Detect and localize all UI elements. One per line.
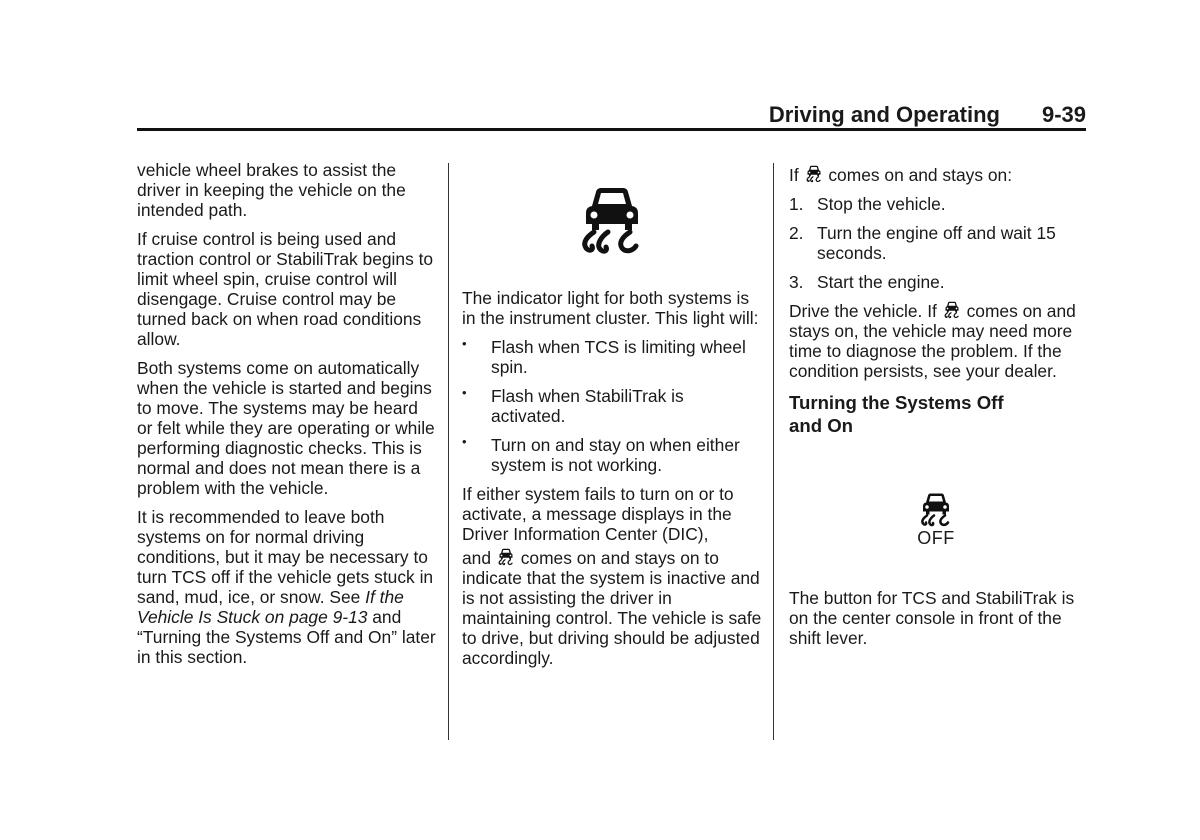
paragraph-text: and — [462, 548, 492, 568]
traction-control-off-icon — [914, 492, 958, 548]
paragraph-text: Drive the vehicle. If — [789, 301, 937, 321]
bullet-icon: • — [462, 434, 467, 449]
paragraph: If either system fails to turn on or to activate, a message displays in the Driver Information Center (DIC), — [462, 484, 734, 544]
paragraph: If cruise control is being used and traction control or StabiliTrak begins to limit wheel spin, cruise control will disengage. Cruise control may be turned back on when road conditions allow. — [137, 229, 434, 349]
paragraph — [789, 301, 1089, 381]
paragraph: vehicle wheel brakes to assist the driver in keeping the vehicle on the intended path. — [137, 160, 406, 220]
traction-control-icon — [580, 186, 644, 256]
bullet-list — [462, 337, 762, 475]
step-number: 2. — [789, 223, 804, 243]
list-item-text: Flash when StabiliTrak is activated. — [491, 386, 684, 426]
list-item — [789, 223, 1089, 263]
paragraph: The indicator light for both systems is in the instrument cluster. This light will: — [462, 288, 759, 328]
column-2 — [462, 186, 762, 677]
traction-control-icon — [920, 492, 952, 528]
cross-reference-link[interactable]: If the Vehicle Is Stuck on page 9-13 — [137, 587, 404, 627]
column-3 — [789, 165, 1089, 657]
traction-control-icon — [944, 301, 960, 319]
traction-control-icon — [806, 165, 822, 183]
paragraph-text: It is recommended to leave both systems on for normal driving conditions, but it may be necessary to turn TCS off if the vehicle gets stuck in sand, mud, ice, or snow. See — [137, 507, 434, 607]
column-divider — [448, 163, 449, 740]
list-item — [789, 272, 1089, 292]
paragraph — [137, 507, 437, 667]
page-header — [137, 100, 1086, 130]
paragraph-text: If — [789, 165, 799, 185]
off-label: OFF — [917, 528, 955, 548]
page-number: 9-39 — [1041, 102, 1086, 127]
list-item-text: Stop the vehicle. — [817, 194, 946, 214]
paragraph: The button for TCS and StabiliTrak is on the center console in front of the shift lever. — [789, 588, 1075, 648]
list-item-text: Turn the engine off and wait 15 seconds. — [817, 223, 1056, 263]
list-item — [462, 386, 762, 426]
list-item — [789, 194, 1089, 214]
paragraph-text: comes on and stays on, the vehicle may need more time to diagnose the problem. If the condition persists, see your dealer. — [789, 301, 1076, 381]
paragraph — [789, 165, 1089, 185]
paragraph-text: and “Turning the Systems Off and On” later in this section. — [137, 607, 436, 667]
paragraph-text: comes on and stays on: — [828, 165, 1013, 185]
bullet-icon: • — [462, 385, 467, 400]
section-subheading: Turning the Systems Off and On — [789, 392, 1004, 436]
bullet-icon: • — [462, 336, 467, 351]
traction-control-icon — [498, 548, 514, 566]
section-title: Driving and Operating — [768, 102, 1000, 127]
header-rule — [137, 128, 1086, 131]
list-item-text: Start the engine. — [817, 272, 945, 292]
list-item — [462, 337, 762, 377]
list-item — [462, 435, 762, 475]
column-divider — [773, 163, 774, 740]
column-1 — [137, 160, 437, 676]
list-item-text: Turn on and stay on when either system is not working. — [491, 435, 740, 475]
step-number: 3. — [789, 272, 804, 292]
paragraph: Both systems come on automatically when the vehicle is started and begins to move. The systems may be heard or felt while they are operating or while performing diagnostic checks. This is normal and does not mean there is a problem with the vehicle. — [137, 358, 435, 498]
paragraph-text: comes on and stays on to indicate that the system is inactive and is not assisting the driver in maintaining control. The vehicle is safe to drive, but driving should be adjusted accordingly. — [462, 548, 762, 668]
step-number: 1. — [789, 194, 804, 214]
numbered-list — [789, 194, 1089, 292]
list-item-text: Flash when TCS is limiting wheel spin. — [491, 337, 746, 377]
paragraph — [462, 548, 762, 668]
